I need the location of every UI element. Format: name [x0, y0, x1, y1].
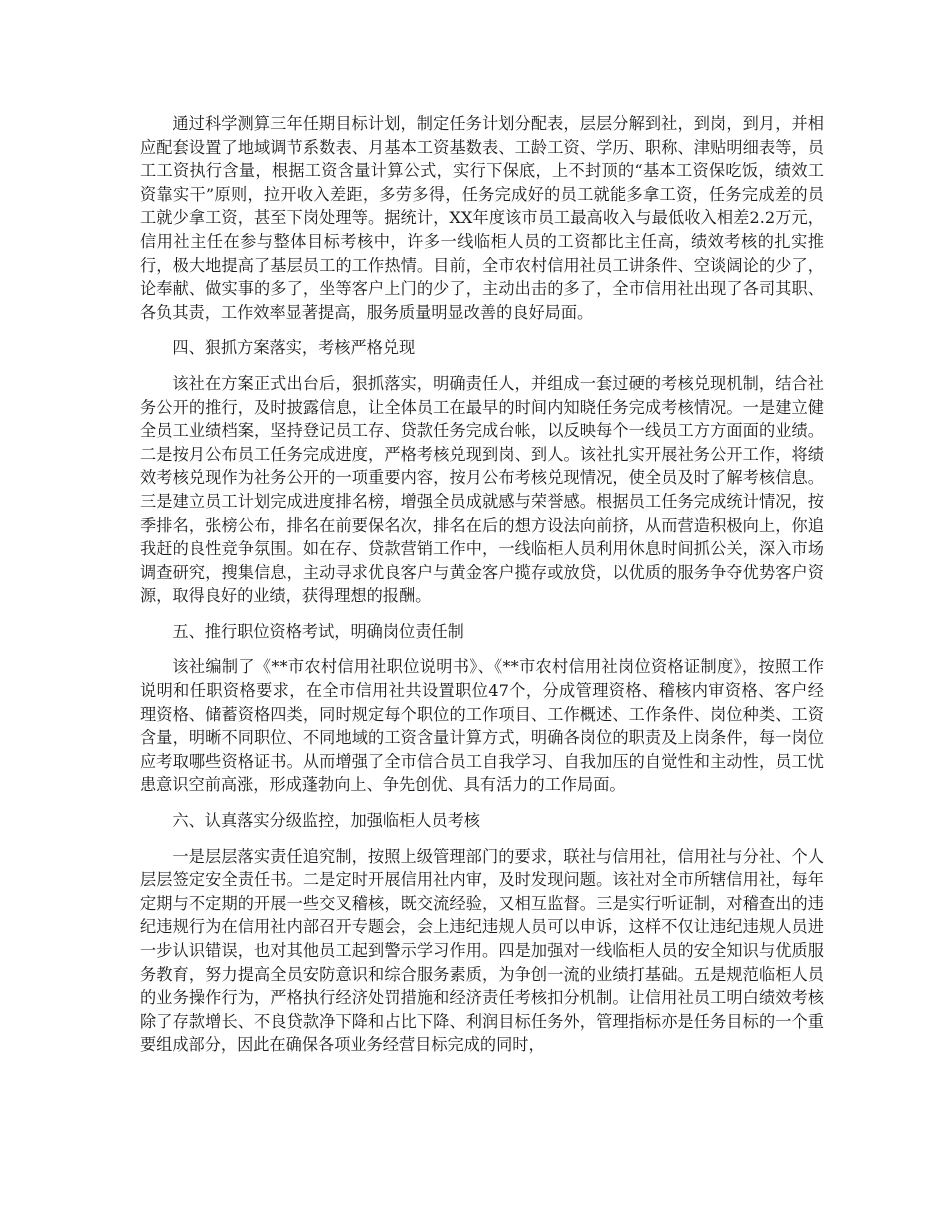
- document-page: [140, 112, 824, 1057]
- section-heading-5: 五、推行职位资格考试，明确岗位责任制: [172, 621, 464, 641]
- body-paragraph-4: 一是层层落实责任追究制，按照上级管理部门的要求，联社与信用社，信用社与分社、个人层层签定安全责任书。二是定时开展信用社内审，及时发现问题。该社对全市所辖信用社，每年定期与不定期的开展一些交叉稽核，既交流经验，又相互监督。三是实行听证制，对稽查出的违纪违规行为在信用社内部召开专题会，会上违纪违规人员可以申诉，这样不仅让违纪违规人员进一步认识错误，也对其他员工起到警示学习作用。四是加强对一线临柜人员的安全知识与优质服务教育，努力提高全员安防意识和综合服务素质，为争创一流的业绩打基础。五是规范临柜人员的业务操作行为，严格执行经济处罚措施和经济责任考核扣分机制。让信用社员工明白绩效考核除了存款增长、不良贷款净下降和占比下降、利润目标任务外，管理指标亦是任务目标的一个重要组成部分，因此在确保各项业务经营目标完成的同时，: [140, 846, 824, 1055]
- body-paragraph-2: 该社在方案正式出台后，狠抓落实，明确责任人，并组成一套过硬的考核兑现机制，结合社务公开的推行，及时披露信息，让全体员工在最早的时间内知晓任务完成考核情况。一是建立健全员工业绩档案，坚持登记员工存、贷款任务完成台帐，以反映每个一线员工方方面面的业绩。二是按月公布员工任务完成进度，严格考核兑现到岗、到人。该社扎实开展社务公开工作，将绩效考核兑现作为社务公开的一项重要内容，按月公布考核兑现情况，使全员及时了解考核信息。三是建立员工计划完成进度排名榜，增强全员成就感与荣誉感。根据员工任务完成统计情况，按季排名，张榜公布，排名在前要保名次，排名在后的想方设法向前挤，从而营造积极向上，你追我赶的良性竞争氛围。如在存、贷款营销工作中，一线临柜人员利用休息时间抓公关，深入市场调查研究，搜集信息，主动寻求优良客户与黄金客户揽存或放贷，以优质的服务争夺优势客户资源，取得良好的业绩，获得理想的报酬。: [140, 373, 824, 606]
- section-heading-4: 四、狠抓方案落实，考核严格兑现: [172, 338, 416, 358]
- section-heading-6: 六、认真落实分级监控，加强临柜人员考核: [172, 811, 480, 831]
- body-paragraph-1: 通过科学测算三年任期目标计划，制定任务计划分配表，层层分解到社，到岗，到月，并相应配套设置了地域调节系数表、月基本工资基数表、工龄工资、学历、职称、津贴明细表等，员工工资执行含量，根据工资含量计算公式，实行下保底，上不封顶的“基本工资保吃饭，绩效工资靠实干”原则，拉开收入差距，多劳多得，任务完成好的员工就能多拿工资，任务完成差的员工就少拿工资，甚至下岗处理等。据统计，XX年度该市员工最高收入与最低收入相差2.2万元，信用社主任在参与整体目标考核中，许多一线临柜人员的工资都比主任高，绩效考核的扎实推行，极大地提高了基层员工的工作热情。目前，全市农村信用社员工讲条件、空谈阔论的少了，论奉献、做实事的多了，坐等客户上门的少了，主动出击的多了，全市信用社出现了各司其职、各负其责，工作效率显著提高，服务质量明显改善的良好局面。: [140, 114, 824, 322]
- body-paragraph-3: 该社编制了《**市农村信用社职位说明书》、《**市农村信用社岗位资格证制度》，按照工作说明和任职资格要求，在全市信用社共设置职位47个，分成管理资格、稽核内审资格、客户经理资格、储蓄资格四类，同时规定每个职位的工作项目、工作概述、工作条件、岗位种类、工资含量，明晰不同职位、不同地域的工资含量计算方式，明确各岗位的职责及上岗条件，每一岗位应考取哪些资格证书。从而增强了全市信合员工自我学习、自我加压的自觉性和主动性，员工忧患意识空前高涨，形成蓬勃向上、争先创优、具有活力的工作局面。: [140, 657, 824, 795]
